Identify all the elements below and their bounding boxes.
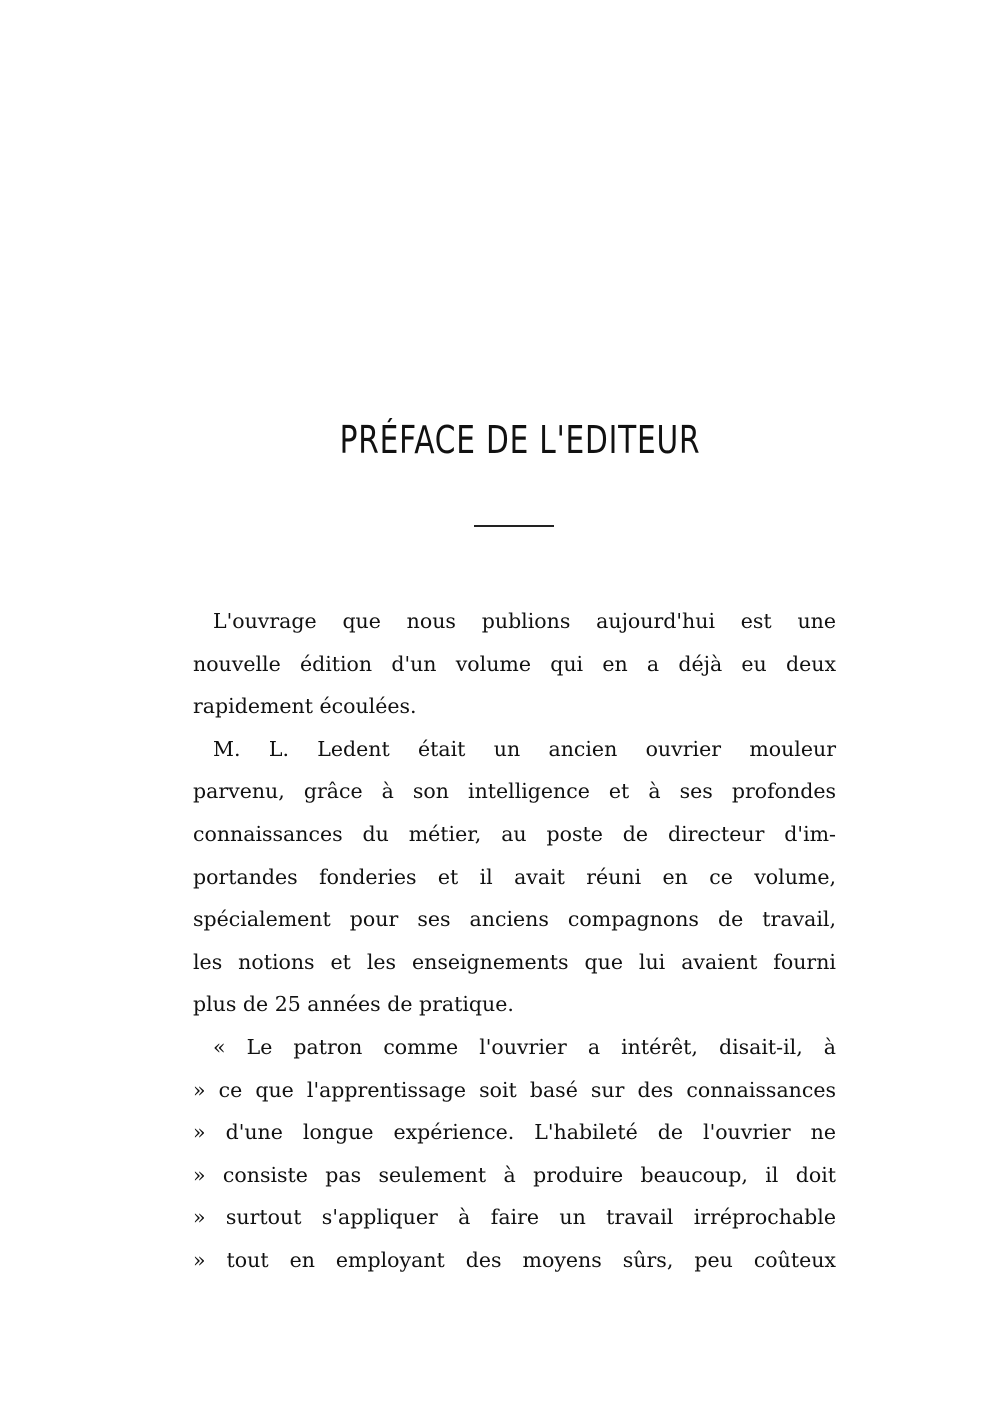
paragraph-3-line-1: « Le patron comme l'ouvrier a intérêt, disait-il, à [213,1034,836,1059]
paragraph-3-line-4: » consiste pas seulement à produire beaucoup, il doit [193,1162,836,1187]
paragraph-1-line-2: nouvelle édition d'un volume qui en a déjà eu deux [193,651,836,676]
paragraph-2-line-4: portandes fonderies et il avait réuni en ce volume, [193,864,836,889]
paragraph-2-line-7: plus de 25 années de pratique. [193,992,514,1017]
paragraph-2-line-2: parvenu, grâce à son intelligence et à ses profondes [193,779,836,804]
paragraph-1-line-1: L'ouvrage que nous publions aujourd'hui est une [213,609,836,633]
paragraph-2-line-1: M. L. Ledent était un ancien ouvrier mouleur [213,736,836,761]
paragraph-3-line-2: » ce que l'apprentissage soit basé sur des connaissances [193,1077,836,1102]
preface-body [193,600,836,1282]
paragraph-3-line-5: » surtout s'appliquer à faire un travail irréprochable [193,1205,836,1230]
paragraph-2-line-3: connaissances du métier, au poste de directeur d'im- [193,821,836,846]
paragraph-3-line-3: » d'une longue expérience. L'habileté de l'ouvrier ne [193,1120,836,1145]
page-title: PRÉFACE DE L'EDITEUR [339,418,701,462]
paragraph-1-line-3: rapidement écoulées. [193,694,417,719]
title-divider [474,525,554,527]
paragraph-3-line-6: » tout en employant des moyens sûrs, peu coûteux [193,1247,836,1272]
paragraph-2-line-6: les notions et les enseignements que lui avaient fourni [193,949,836,974]
paragraph-2-line-5: spécialement pour ses anciens compagnons de travail, [193,907,836,932]
